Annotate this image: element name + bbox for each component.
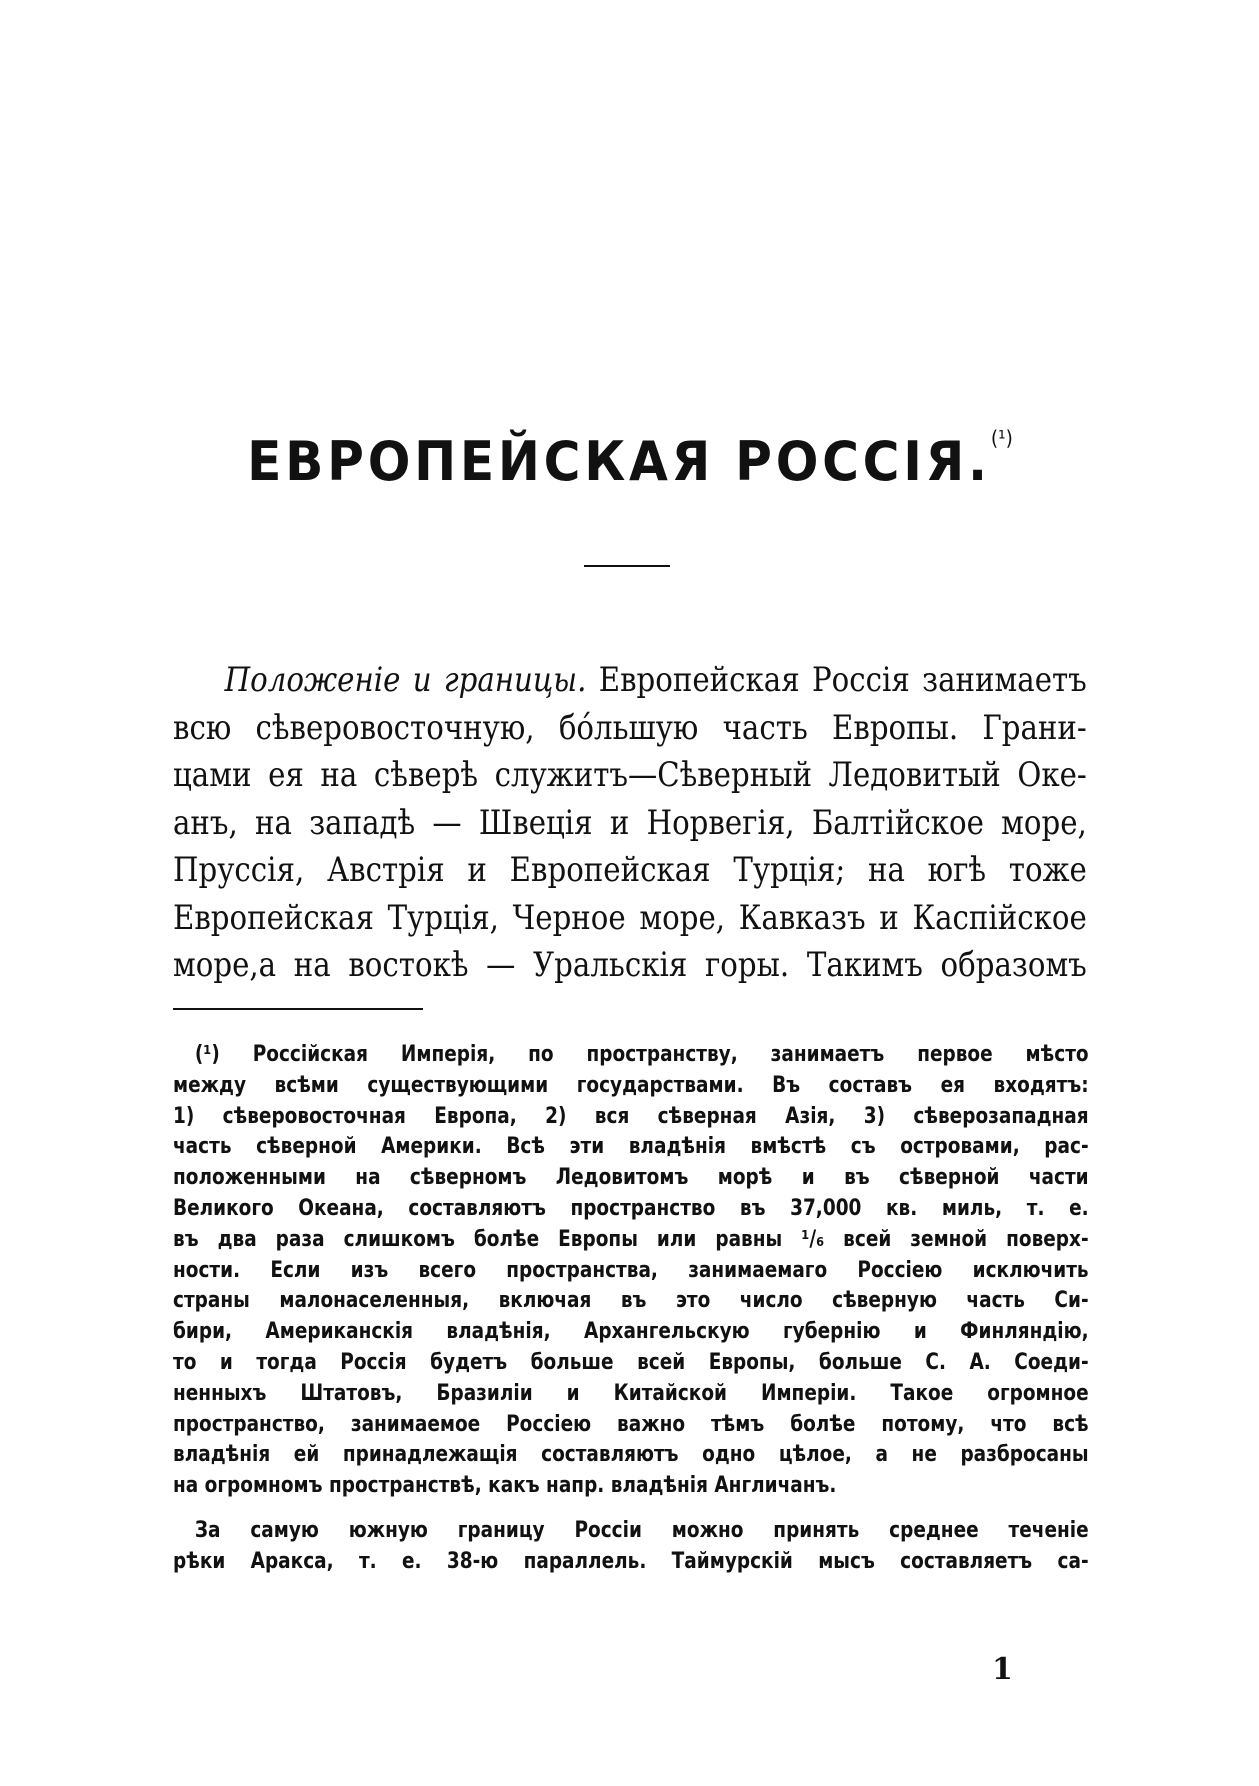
main-line: всю сѣверовосточную, бо́льшую часть Европы. Грани- [173,707,1087,748]
main-line: Европейская Турція, Черное море, Кавказъ и Каспійское [173,897,1087,938]
footnote-block [173,1040,1089,1578]
footnote-line: то и тогда Россія будетъ больше всей Европы, больше С. А. Соеди- [173,1349,1089,1375]
footnote-line: (¹) Россійская Имперія, по пространству, занимаетъ первое мѣсто [194,1042,1089,1067]
footnote-line: часть сѣверной Америки. Всѣ эти владѣнія вмѣстѣ съ островами, рас- [173,1134,1089,1160]
page-number: 1 [992,1652,1013,1687]
footnote-line: въ два раза слишкомъ болѣе Европы или равны ¹/₆ всей земной поверх- [173,1226,1089,1252]
footnote-line: бири, Американскія владѣнія, Архангельскую губернію и Финляндію, [173,1319,1089,1345]
title-text: ЕВРОПЕЙСКАЯ РОССІЯ. [247,430,991,493]
footnote-continuation-line: рѣки Аракса, т. е. 38-ю параллель. Таймурскій мысъ составляетъ са- [173,1548,1089,1574]
section-heading-italic: Положеніе и границы. [224,660,587,700]
title-footnote-mark: (¹) [990,426,1013,450]
main-line: Пруссія, Австрія и Европейская Турція; на югѣ тоже [173,850,1087,890]
main-line: Положеніе и границы. Европейская Россія занимаетъ [224,660,1087,700]
footnote-line: ности. Если изъ всего пространства, занимаемаго Россіею исключить [173,1257,1089,1283]
footnote-line: страны малонаселенныя, включая въ это число сѣверную часть Си- [173,1288,1089,1314]
page-title [230,426,1030,493]
footnote-line: пространство, занимаемое Россіею важно тѣмъ болѣе потому, что всѣ [173,1411,1089,1437]
footnote-continuation-line: За самую южную границу Россіи можно принять среднее теченіе [194,1517,1089,1543]
footnote-line: ненныхъ Штатовъ, Бразиліи и Китайской Имперіи. Такое огромное [173,1380,1089,1406]
title-divider [584,565,670,567]
footnote-line: Великого Океана, составляютъ пространство въ 37,000 кв. миль, т. е. [173,1195,1089,1221]
main-line: анъ, на западѣ — Швеція и Норвегія, Балтійское море, [173,802,1087,843]
main-paragraph [173,657,1089,990]
footnote-line: положенными на сѣверномъ Ледовитомъ морѣ и въ сѣверной части [173,1165,1089,1191]
main-line: цами ея на сѣверѣ служитъ—Сѣверный Ледовитый Оке- [173,755,1087,795]
footnote-line: 1) сѣверовосточная Европа, 2) вся сѣверная Азія, 3) сѣверозападная [173,1103,1089,1129]
footnote-line: на огромномъ пространствѣ, какъ напр. владѣнія Англичанъ. [173,1473,837,1499]
footnote-paragraph-gap [173,1502,1089,1516]
footnote-divider [173,1008,423,1010]
footnote-line: владѣнія ей принадлежащія составляютъ одно цѣлое, а не разбросаны [173,1442,1089,1468]
footnote-line: между всѣми существующими государствами. Въ составъ ея входятъ: [173,1072,1089,1098]
main-line: море,а на востокѣ — Уральскія горы. Такимъ образомъ [173,945,1087,985]
